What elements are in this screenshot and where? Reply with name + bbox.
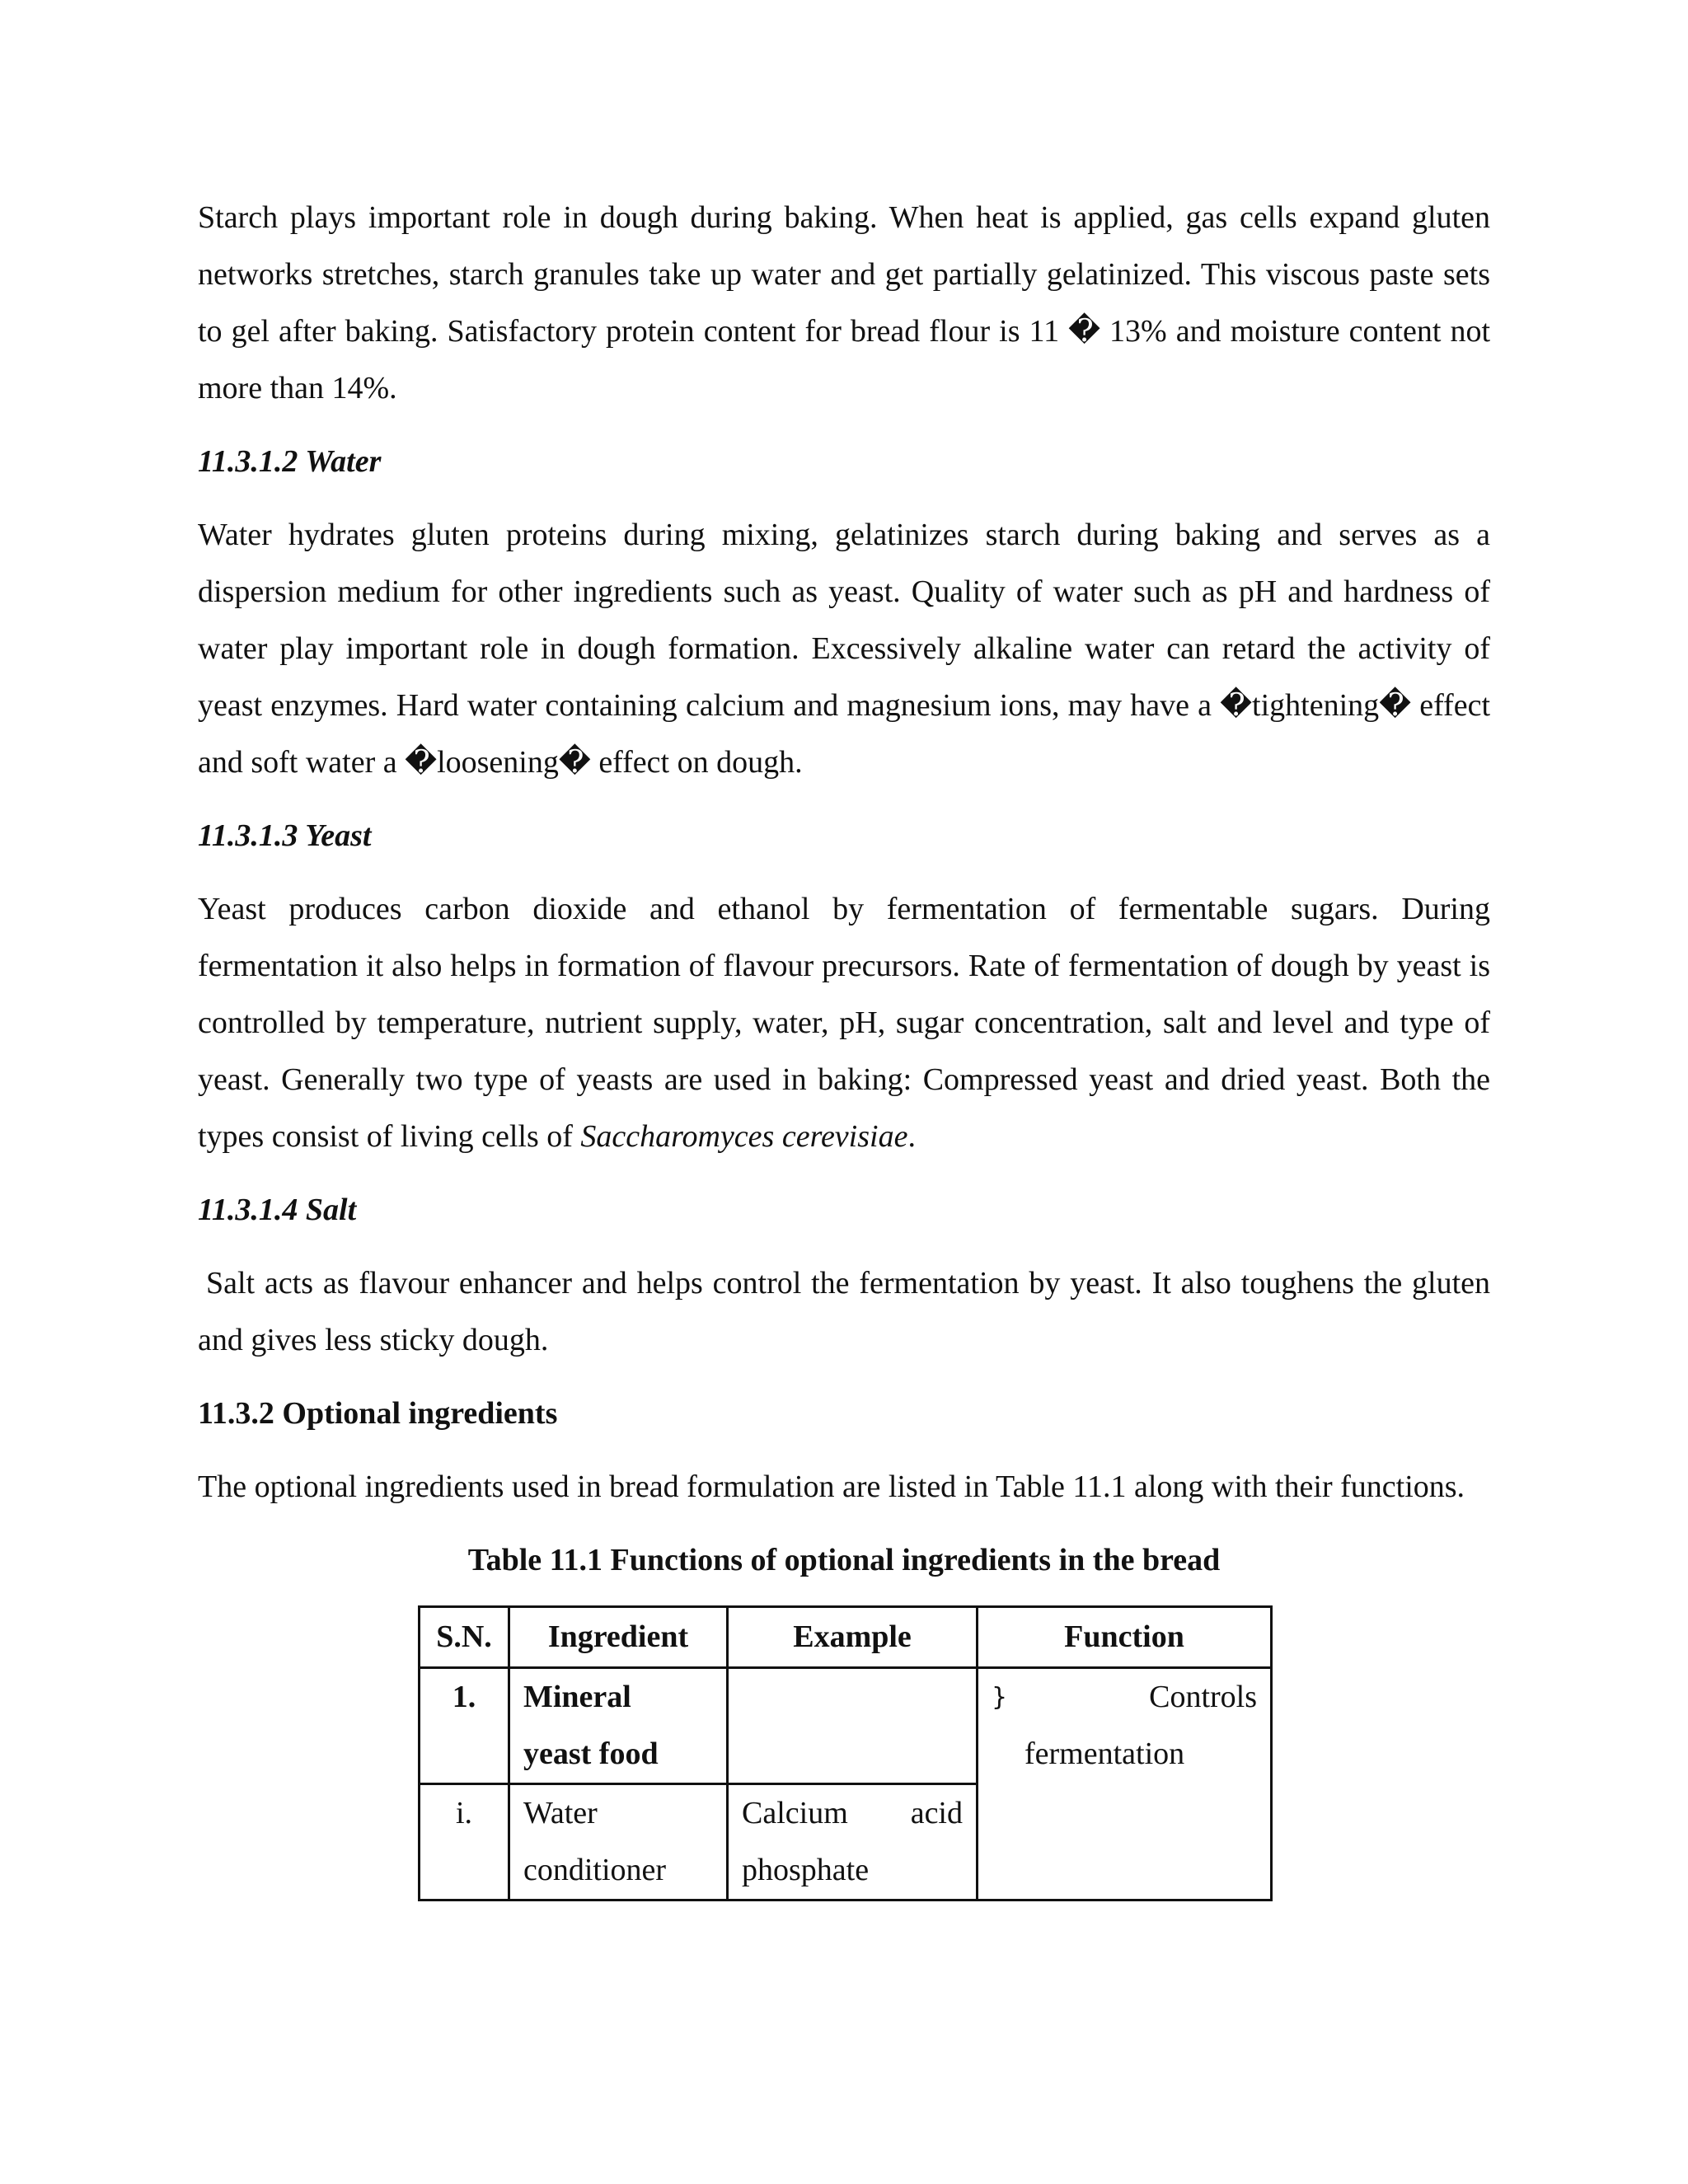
ingredient-line: conditioner <box>523 1853 667 1887</box>
ingredient-line: Mineral <box>523 1680 631 1714</box>
header-ingredient: Ingredient <box>509 1607 728 1668</box>
ingredient-line: Water <box>523 1796 598 1830</box>
cell-example <box>728 1784 978 1900</box>
yeast-text: Yeast produces carbon dioxide and ethanol by fermentation of fermentable sugars. During fermentation it also helps in formation of flavour precursors. Rate of fermentation of dough by yeast is controlled by temperature, nutrient supply, water, pH, sugar concentration, salt and level and type of yeast. Generally two type of yeasts are used in baking: Compressed yeast and dried yeast. Both the types consist of living cells of <box>198 892 1490 1154</box>
example-line <box>742 1785 963 1842</box>
header-function: Function <box>978 1607 1272 1668</box>
example-line: phosphate <box>742 1853 870 1887</box>
salt-paragraph: Salt acts as flavour enhancer and helps control the fermentation by yeast. It also toughens the gluten and gives less sticky dough. <box>198 1266 1490 1357</box>
table-caption: Table 11.1 Functions of optional ingredients in the bread <box>467 1543 1221 1577</box>
heading-optional: 11.3.2 Optional ingredients <box>198 1396 558 1431</box>
cell-ingredient <box>509 1784 728 1900</box>
optional-ingredients-table <box>418 1605 1273 1901</box>
starch-paragraph: Starch plays important role in dough during baking. When heat is applied, gas cells expand gluten networks stretches, starch granules take up water and get partially gelatinized. This viscous paste sets to gel after baking. Satisfactory protein content for bread flour is 11 � 13% and moisture content not more than 14%. <box>198 200 1490 405</box>
example-word: acid <box>910 1796 963 1830</box>
cell-sn: 1. <box>420 1668 509 1784</box>
ingredient-line: yeast food <box>523 1736 659 1771</box>
cell-ingredient <box>509 1668 728 1784</box>
table-row <box>420 1668 1272 1784</box>
heading-water: 11.3.1.2 Water <box>198 444 382 479</box>
cell-function <box>978 1668 1272 1900</box>
yeast-end: . <box>907 1119 916 1154</box>
heading-salt: 11.3.1.4 Salt <box>198 1193 357 1227</box>
yeast-species: Saccharomyces cerevisiae <box>580 1119 908 1154</box>
optional-paragraph: The optional ingredients used in bread formulation are listed in Table 11.1 along with their functions. <box>198 1469 1465 1504</box>
function-word: Controls <box>1149 1680 1257 1714</box>
function-line: fermentation <box>1025 1736 1185 1771</box>
water-paragraph: Water hydrates gluten proteins during mixing, gelatinizes starch during baking and serves as a dispersion medium for other ingredients such as yeast. Quality of water such as pH and hardness of water play important role in dough formation. Excessively alkaline water can retard the activity of yeast enzymes. Hard water containing calcium and magnesium ions, may have a �tightening� effect and soft water a �loosening� effect on dough. <box>198 518 1490 780</box>
brace-glyph: } <box>992 1683 1008 1712</box>
header-sn: S.N. <box>420 1607 509 1668</box>
cell-sn: i. <box>420 1784 509 1900</box>
yeast-paragraph <box>198 881 1490 1165</box>
cell-example-empty <box>728 1668 978 1784</box>
example-word: Calcium <box>742 1796 848 1830</box>
table-header-row <box>420 1607 1272 1668</box>
document-page <box>198 190 1490 1901</box>
heading-yeast: 11.3.1.3 Yeast <box>198 818 372 853</box>
function-line <box>992 1669 1257 1726</box>
header-example: Example <box>728 1607 978 1668</box>
